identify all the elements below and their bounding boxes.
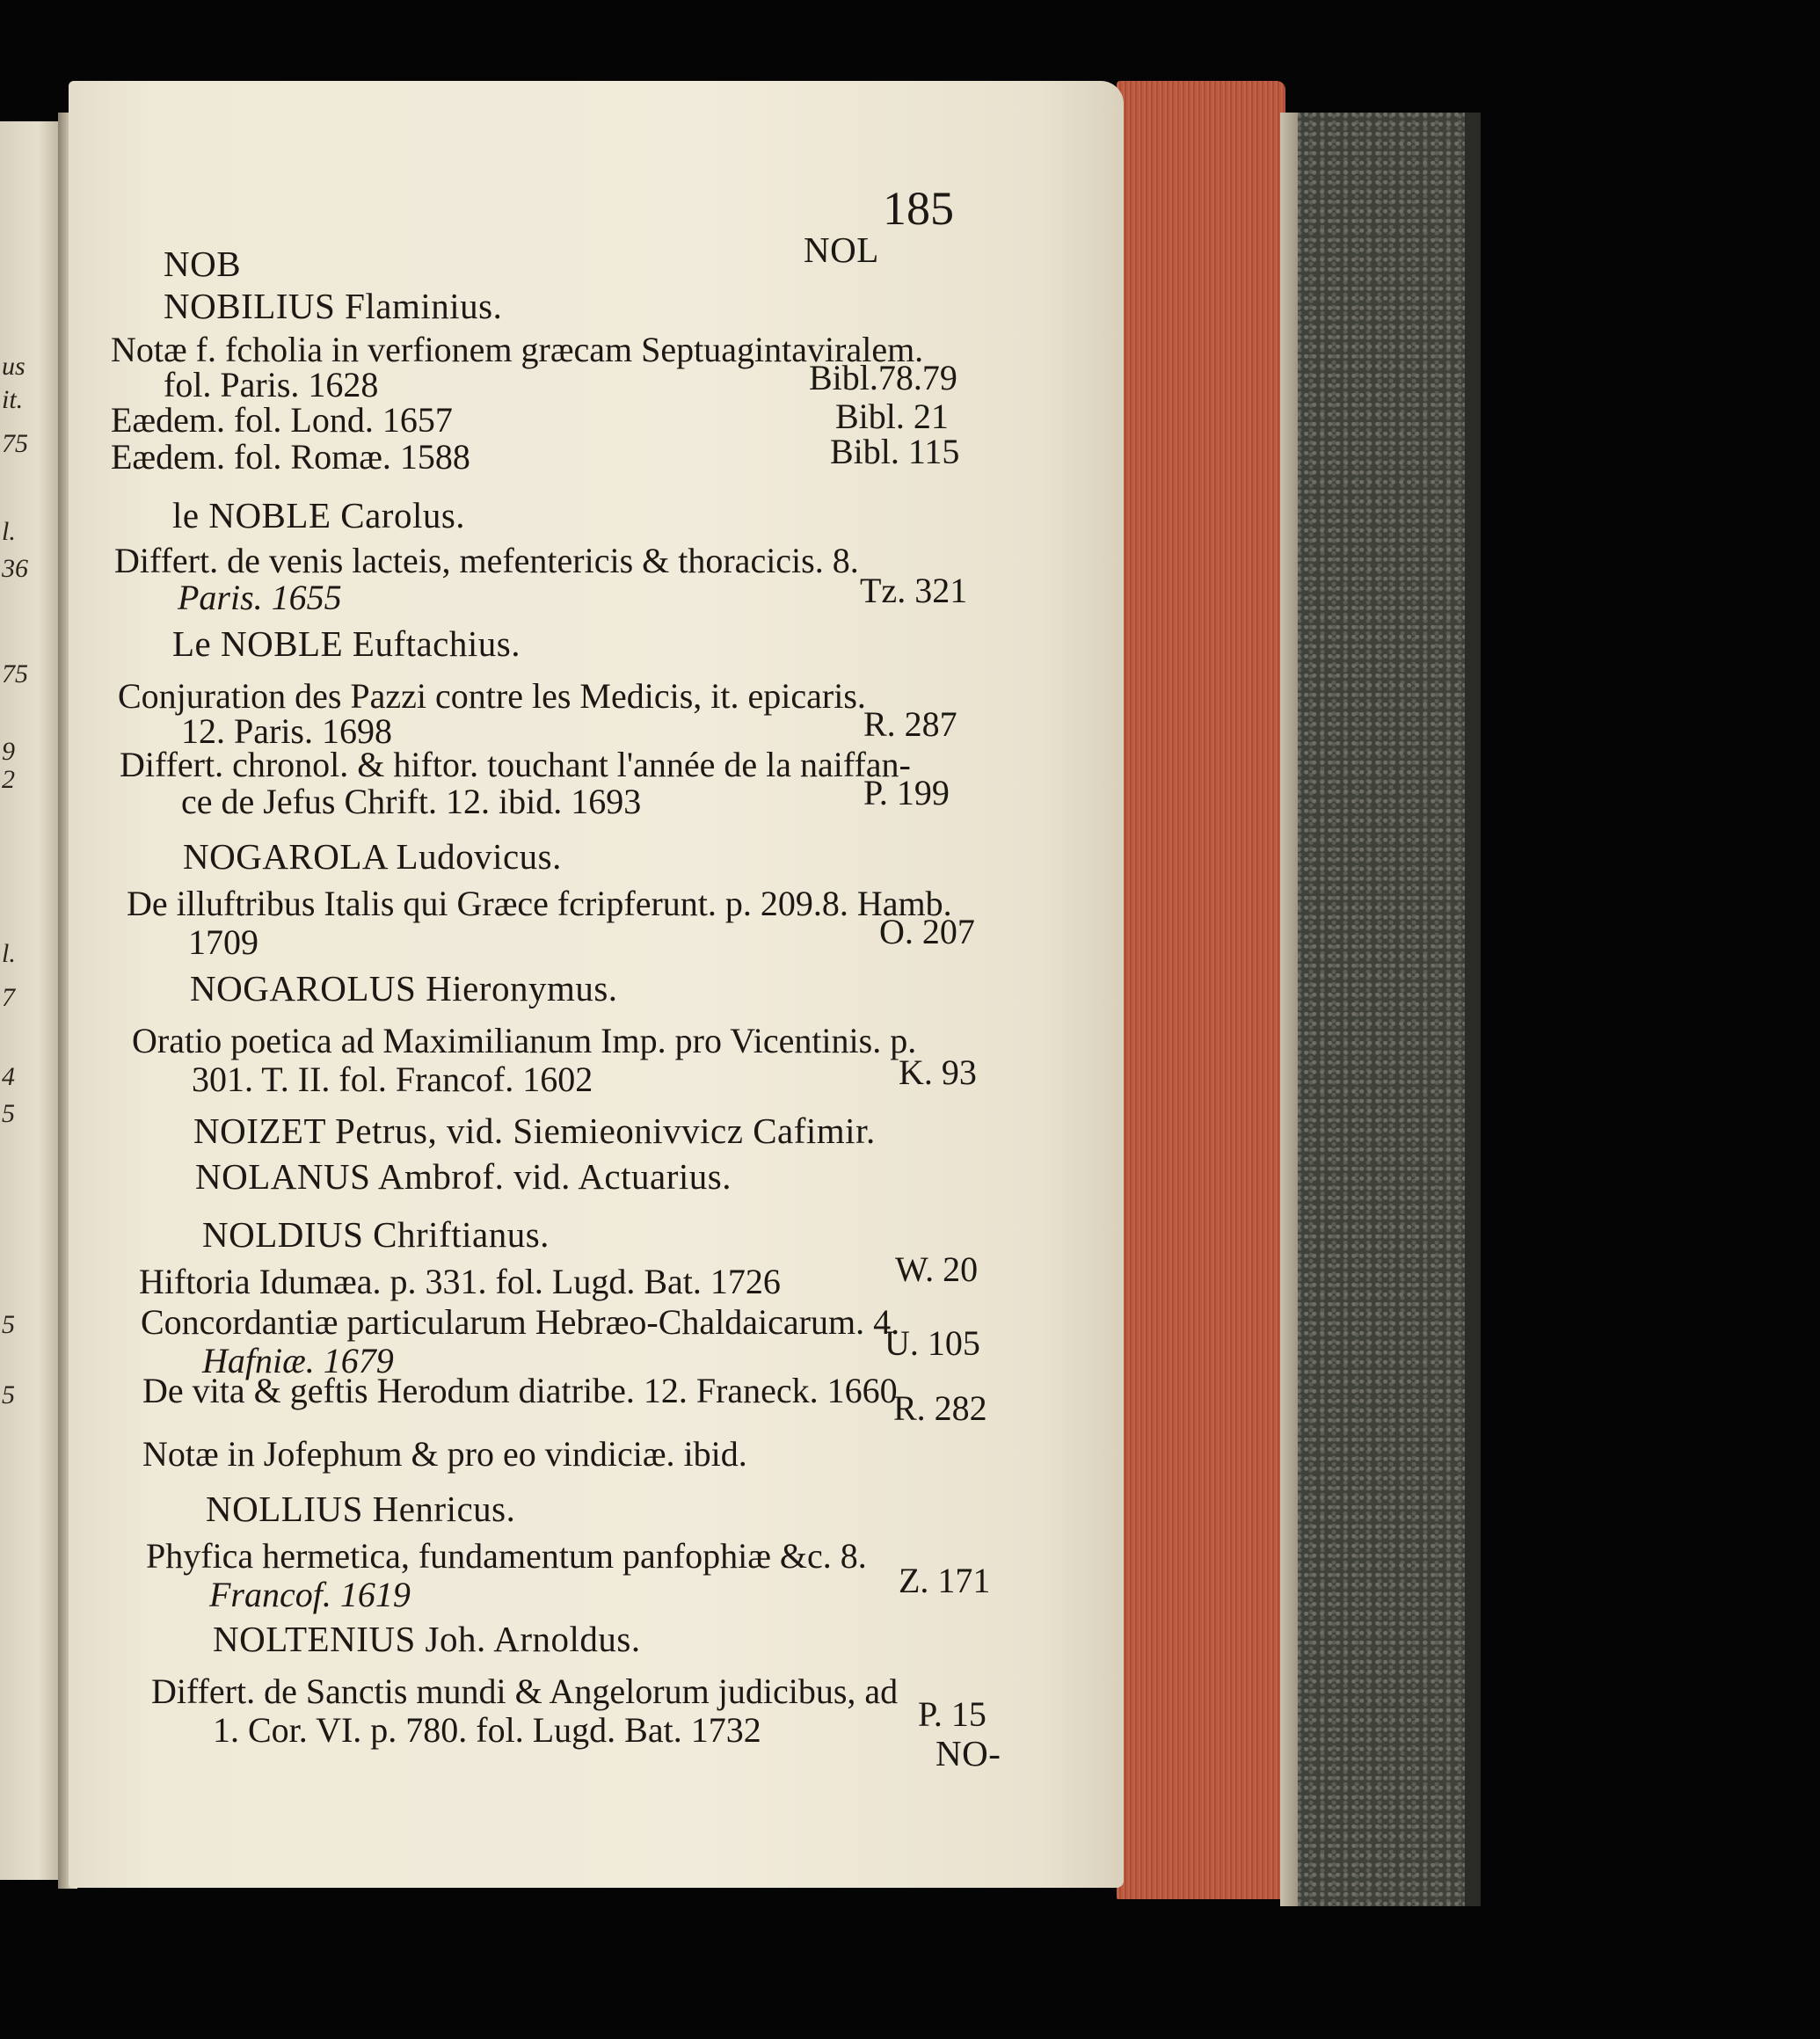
- shelf-mark: Bibl.78.79: [809, 358, 957, 397]
- shelf-mark: K. 93: [899, 1052, 977, 1092]
- entry-line: Phyfica hermetica, fundamentum panfophiæ &c. 8.: [146, 1536, 867, 1576]
- margin-fragment: 9: [2, 737, 15, 766]
- shelf-mark: Bibl. 21: [835, 397, 949, 436]
- shelf-mark: W. 20: [895, 1249, 979, 1289]
- shelf-mark: Z. 171: [899, 1561, 991, 1600]
- margin-fragment: us: [2, 352, 25, 381]
- page-number: 185: [883, 182, 954, 235]
- entry-line: 1709: [188, 922, 258, 962]
- entry-line: 1. Cor. VI. p. 780. fol. Lugd. Bat. 1732: [213, 1710, 761, 1750]
- entry-line: De illuftribus Italis qui Græce fcripferunt. p. 209.8. Hamb.: [127, 884, 952, 923]
- page-fore-edge: [1117, 81, 1285, 1899]
- cover-lining: [1280, 113, 1298, 1906]
- margin-fragment: 5: [2, 1310, 15, 1339]
- entry-line: Differt. chronol. & hiftor. touchant l'année de la naiffan-: [120, 745, 911, 784]
- right-running-head: NOL: [804, 229, 879, 270]
- margin-fragment: 2: [2, 765, 15, 794]
- author-heading: Le NOBLE Euftachius.: [172, 623, 521, 664]
- left-running-head: NOB: [164, 244, 242, 284]
- author-heading: NOLLIUS Henricus.: [206, 1489, 516, 1529]
- author-heading: NOLANUS Ambrof. vid. Actuarius.: [195, 1156, 732, 1197]
- entry-line: 301. T. II. fol. Francof. 1602: [192, 1060, 593, 1099]
- entry-line: Concordantiæ particularum Hebræo-Chaldaicarum. 4.: [141, 1302, 900, 1342]
- author-heading: NOBILIUS Flaminius.: [164, 286, 503, 326]
- margin-fragment: it.: [2, 385, 24, 414]
- shelf-mark: U. 105: [885, 1323, 980, 1363]
- shelf-mark: P. 199: [863, 773, 950, 812]
- shelf-mark: R. 287: [863, 704, 957, 744]
- author-heading: NOLTENIUS Joh. Arnoldus.: [213, 1619, 641, 1659]
- margin-fragment: l.: [2, 939, 16, 968]
- author-heading: NOIZET Petrus, vid. Siemieonivvicz Cafimir.: [193, 1111, 876, 1151]
- previous-page-edge: [0, 121, 63, 1880]
- margin-fragment: 75: [2, 659, 28, 688]
- shelf-mark: Bibl. 115: [830, 432, 960, 471]
- marbled-cover-board: [1280, 113, 1481, 1906]
- entry-line: Differt. de venis lacteis, mefentericis & thoracicis. 8.: [114, 541, 859, 580]
- entry-line: De vita & geftis Herodum diatribe. 12. Franeck. 1660: [142, 1371, 898, 1410]
- author-heading: le NOBLE Carolus.: [172, 495, 466, 535]
- entry-line: Notæ f. fcholia in verfionem græcam Septuagintaviralem.: [111, 330, 924, 369]
- margin-fragment: 5: [2, 1099, 15, 1128]
- entry-line: Paris. 1655: [178, 578, 342, 617]
- entry-line: fol. Paris. 1628: [164, 365, 379, 404]
- entry-line: Conjuration des Pazzi contre les Medicis, it. epicaris.: [118, 676, 866, 716]
- entry-line: Eædem. fol. Romæ. 1588: [111, 437, 470, 477]
- author-heading: NOGAROLA Ludovicus.: [183, 836, 562, 877]
- shelf-mark: O. 207: [879, 912, 975, 951]
- author-heading: NOGAROLUS Hieronymus.: [190, 968, 618, 1009]
- entry-line: Oratio poetica ad Maximilianum Imp. pro Vicentinis. p.: [132, 1021, 917, 1060]
- margin-fragment: 7: [2, 983, 15, 1012]
- margin-fragment: 75: [2, 429, 28, 458]
- catalogue-page: [69, 81, 1124, 1888]
- author-heading: NOLDIUS Chriftianus.: [202, 1214, 550, 1255]
- entry-line: Differt. de Sanctis mundi & Angelorum judicibus, ad: [151, 1671, 899, 1711]
- shelf-mark: R. 282: [893, 1388, 987, 1428]
- margin-fragment: 36: [2, 554, 28, 583]
- entry-line: Francof. 1619: [209, 1575, 411, 1614]
- margin-fragment: l.: [2, 517, 16, 546]
- shelf-mark: Tz. 321: [860, 571, 968, 610]
- entry-line: Hafniæ. 1679: [202, 1341, 394, 1380]
- margin-fragment: 4: [2, 1062, 15, 1091]
- entry-line: Notæ in Jofephum & pro eo vindiciæ. ibid.: [142, 1434, 747, 1474]
- catchword: NO-: [935, 1733, 1001, 1773]
- margin-fragment: 5: [2, 1380, 15, 1409]
- shelf-mark: P. 15: [918, 1694, 986, 1734]
- entry-line: 12. Paris. 1698: [181, 711, 392, 751]
- entry-line: ce de Jefus Chrift. 12. ibid. 1693: [181, 782, 642, 821]
- entry-line: Hiftoria Idumæa. p. 331. fol. Lugd. Bat. 1726: [139, 1262, 781, 1301]
- entry-line: Eædem. fol. Lond. 1657: [111, 400, 453, 440]
